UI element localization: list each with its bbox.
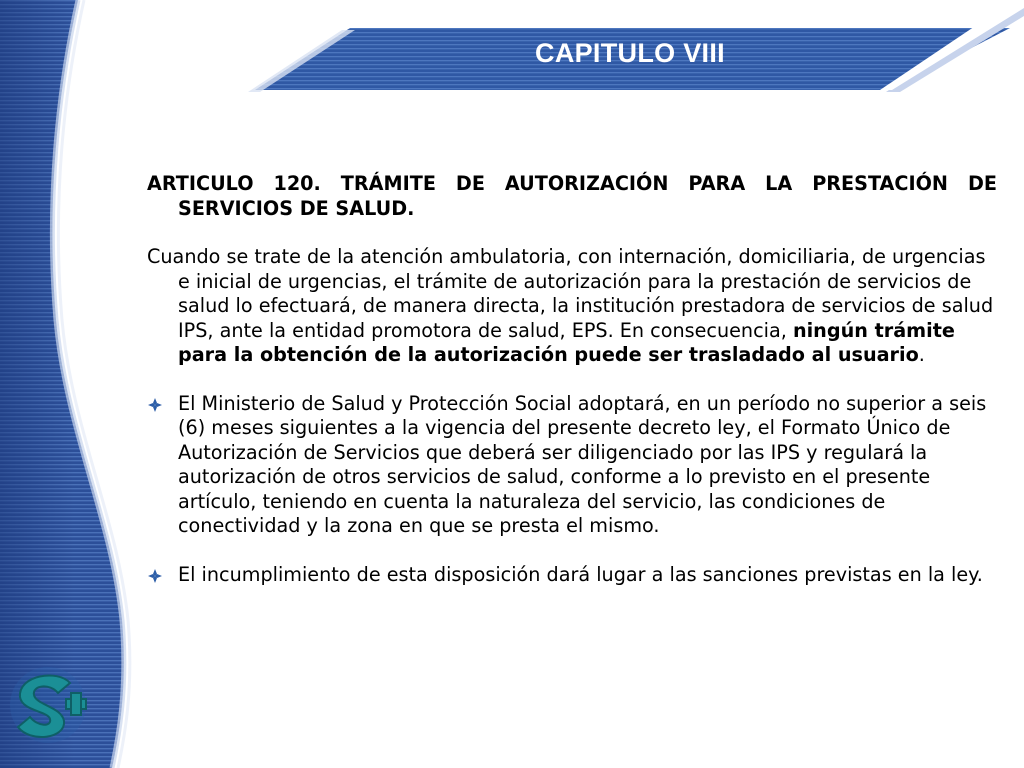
diamond-bullet-icon bbox=[148, 569, 162, 583]
article-content bbox=[147, 172, 997, 611]
left-decorative-band bbox=[0, 0, 150, 768]
bullet-text: El Ministerio de Salud y Protección Social adoptará, en un período no superior a seis (6) meses siguientes a la vigencia del presente decreto ley, el Formato Único de Autorización de Servicios que deberá ser diligenciado por las IPS y regulará la autorización de otros servicios de salud, conforme a lo previsto en el presente artículo, teniendo en cuenta la naturaleza del servicio, las condiciones de conectividad y la zona en que se presta el mismo. bbox=[178, 391, 987, 537]
paragraph-text: Cuando se trate de la atención ambulatoria, con internación, domiciliaria, de urgencias e inicial de urgencias, el trámite de autorización para la prestación de servicios de salud lo efectuará, de manera directa, la institución prestadora de servicios de salud IPS, ante la entidad promotora de salud, EPS. En consecuencia, bbox=[147, 245, 994, 342]
institution-logo bbox=[10, 667, 86, 743]
paragraph-bold-text: ningún trámite para la obtención de la autorización puede ser trasladado al usuario bbox=[178, 318, 955, 366]
paragraph-end: . bbox=[918, 343, 925, 366]
diamond-bullet-icon bbox=[148, 398, 162, 412]
bullet-text: El incumplimiento de esta disposición dará lugar a las sanciones previstas en la ley. bbox=[178, 562, 983, 586]
slide-title: CAPITULO VIII bbox=[535, 38, 725, 68]
article-heading: ARTICULO 120. TRÁMITE DE AUTORIZACIÓN PARA LA PRESTACIÓN DE SERVICIOS DE SALUD. bbox=[147, 172, 997, 220]
bullet-item bbox=[147, 563, 997, 588]
bullet-item bbox=[147, 392, 997, 539]
article-paragraph bbox=[147, 245, 997, 368]
